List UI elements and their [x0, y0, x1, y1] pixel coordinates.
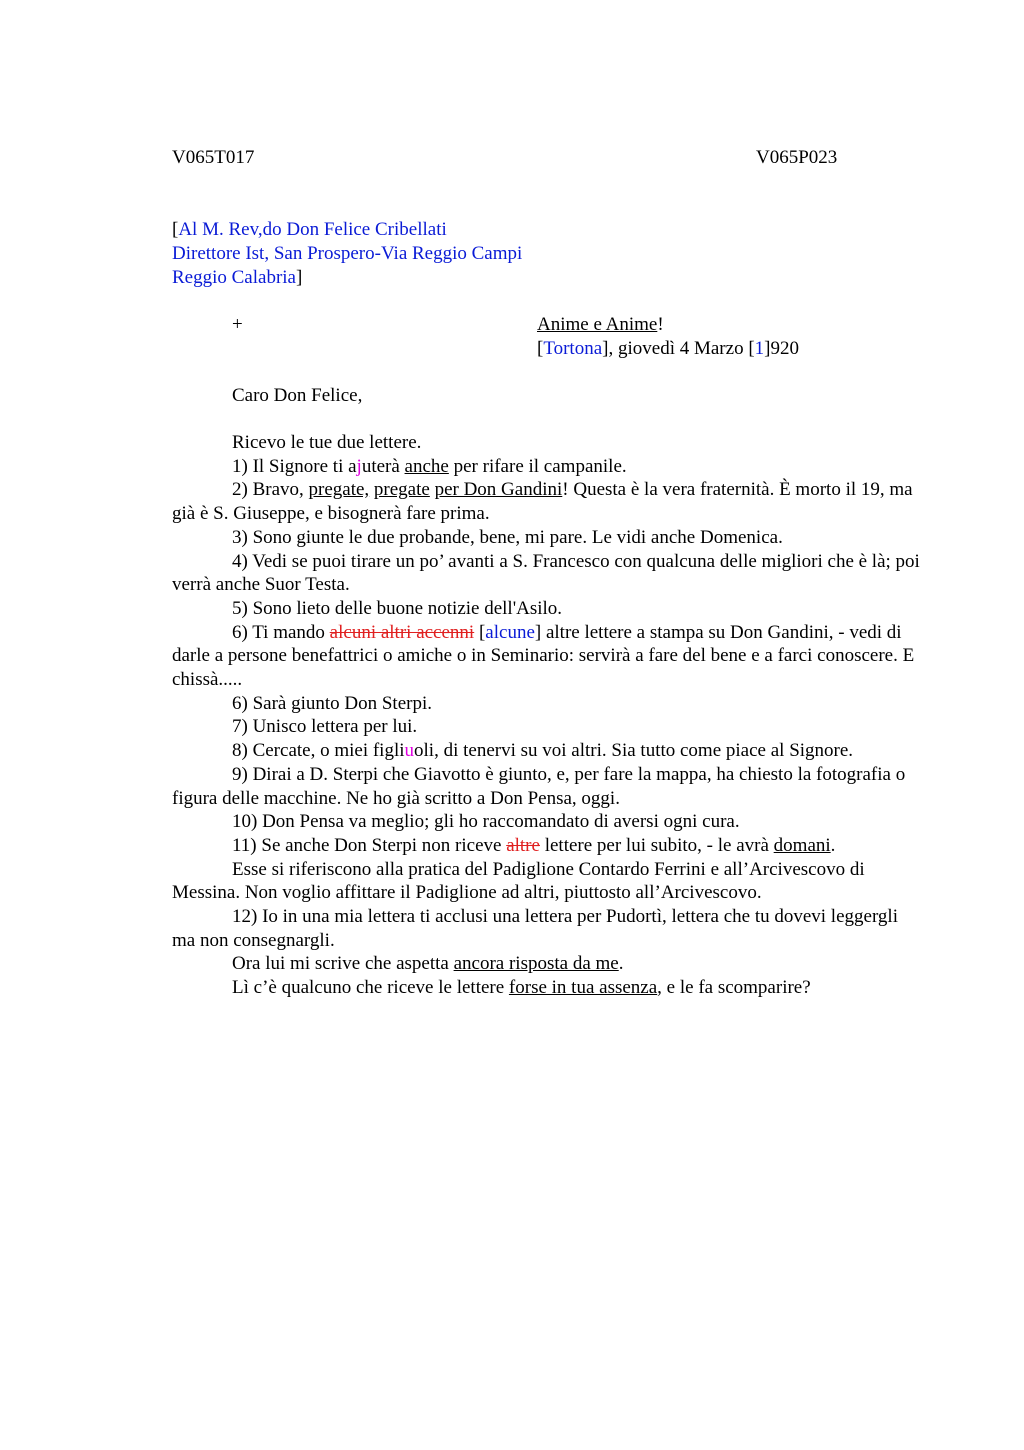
letter-body [172, 431, 924, 1000]
place: Tortona [543, 338, 603, 359]
paragraph-13: Ora lui mi scrive che aspetta ancora risposta da me. [232, 953, 624, 975]
cross-symbol: + [232, 314, 243, 335]
paragraph-7: 7) Unisco lettera per lui. [232, 716, 418, 738]
paragraph-12: 12) Io in una mia lettera ti acclusi una lettera per Pudortì, lettera che tu dovevi leggergli ma non consegnargli. [172, 906, 898, 951]
paragraph-4: 4) Vedi se puoi tirare un po’ avanti a S. Francesco con qualcuna delle migliori che è là; poi verrà anche Suor Testa. [172, 550, 920, 596]
paragraph-11: 11) Se anche Don Sterpi non riceve altre lettere per lui subito, - le avrà domani. [232, 834, 836, 856]
address-line-2: Direttore Ist, San Prospero-Via Reggio Campi [172, 243, 523, 264]
paragraph-0: Ricevo le tue due lettere. [232, 432, 422, 453]
paragraph-6b: 6) Sarà giunto Don Sterpi. [232, 692, 433, 714]
paragraph-1: 1) Il Signore ti ajuterà anche per rifare il campanile. [232, 455, 627, 477]
motto-text: Anime e Anime [537, 314, 658, 335]
correction-j: j [356, 455, 362, 477]
year-rest: 920 [770, 338, 799, 359]
motto: Anime e Anime! [537, 314, 664, 335]
address-line-1-text: Al M. Rev,do Don Felice Cribellati [178, 219, 447, 240]
document-code-right: V065P023 [756, 147, 838, 168]
deleted-text: alcuni altri accenni [329, 621, 475, 643]
paragraph-10: 10) Don Pensa va meglio; gli ho raccomandato di aversi ogni cura. [232, 811, 740, 833]
paragraph-14: Lì c’è qualcuno che riceve le lettere forse in tua assenza, e le fa scomparire? [232, 977, 811, 999]
address-line-1: [Al M. Rev,do Don Felice Cribellati [172, 219, 447, 240]
address-line-3-text: Reggio Calabria [172, 267, 296, 288]
address-line-3: Reggio Calabria] [172, 267, 303, 288]
paragraph-8: 8) Cercate, o miei figliuoli, di tenervi su voi altri. Sia tutto come piace al Signore. [232, 740, 854, 762]
inserted-text: alcune [485, 621, 535, 643]
paragraph-3: 3) Sono giunte le due probande, bene, mi pare. Le vidi anche Domenica. [232, 526, 783, 548]
paragraph-2: 2) Bravo, pregate, pregate per Don Gandini! Questa è la vera fraternità. È morto il 19, ma già è S. Giuseppe, e bisognerà fare prima. [172, 479, 913, 525]
salutation: Caro Don Felice, [232, 385, 363, 406]
document-code-left: V065T017 [172, 147, 255, 168]
deleted-text-2: altre [506, 834, 540, 856]
paragraph-11b: Esse si riferiscono alla pratica del Padiglione Contardo Ferrini e all’Arcivescovo di Messina. Non voglio affittare il Padiglione ad altri, piuttosto all’Arcivescovo. [172, 858, 865, 904]
place-date: [Tortona], giovedì 4 Marzo [1]920 [537, 338, 799, 359]
year-digit: 1 [754, 338, 765, 359]
paragraph-6: 6) Ti mando alcuni altri accenni [alcune] altre lettere a stampa su Don Gandini, - vedi di darle a persone benefattrici o amiche o in Seminario: servirà a fare del bene e a farci conoscere. E chissà..... [172, 621, 915, 691]
correction-u: u [404, 740, 415, 762]
paragraph-9: 9) Dirai a D. Sterpi che Giavotto è giunto, e, per fare la mappa, ha chiesto la fotografia o figura delle macchine. Ne ho già scritto a Don Pensa, oggi. [172, 763, 906, 809]
paragraph-5: 5) Sono lieto delle buone notizie dell'Asilo. [232, 597, 563, 619]
date-text: , giovedì 4 Marzo [608, 338, 749, 359]
